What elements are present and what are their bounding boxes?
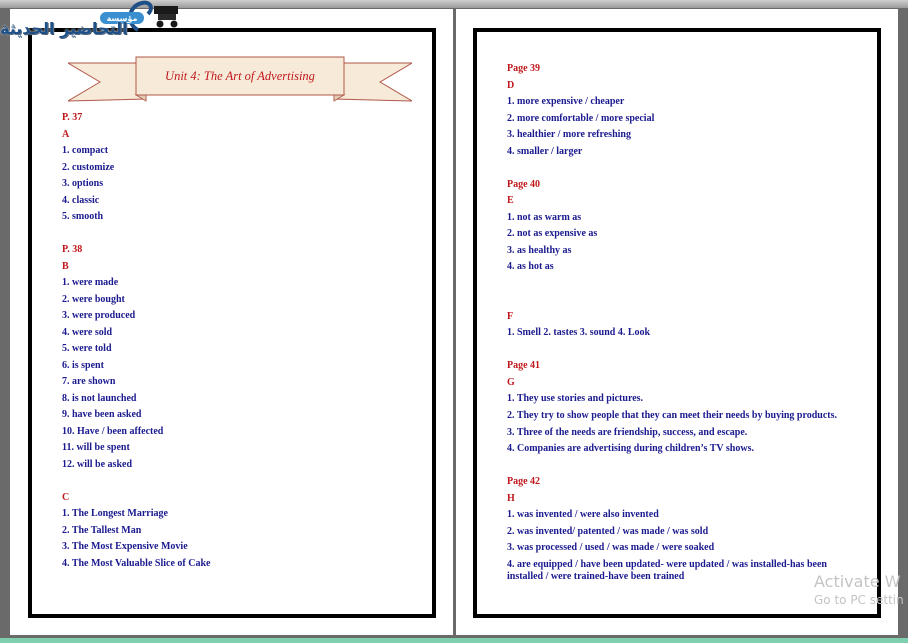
answer-list-left: [62, 110, 432, 572]
answer-item: 4. smaller / larger: [507, 145, 583, 157]
answer-item: 4. are equipped / have been updated- were updated / was installed-has been installed / were trained-have been trained: [507, 558, 827, 582]
document-page-left: [10, 9, 453, 635]
answer-item: 4. The Most Valuable Slice of Cake: [62, 557, 211, 569]
page-ref: Page 39: [507, 63, 541, 74]
page-ref: Page 40: [507, 178, 541, 190]
answer-item: 3. healthier / more refreshing: [507, 129, 631, 140]
windows-activation-watermark: [814, 572, 904, 608]
exercise-letter: H: [507, 492, 515, 504]
answer-item: 2. The Tallest Man: [62, 524, 142, 536]
exercise-letter: D: [507, 79, 515, 91]
answer-item: 2. were bought: [62, 293, 125, 305]
logo-tag: مؤسسة: [100, 12, 144, 24]
exercise-letter: C: [62, 491, 70, 503]
exercise-letter: A: [62, 128, 70, 140]
answer-list-right: [507, 61, 837, 585]
unit-title: Unit 4: The Art of Advertising: [165, 68, 315, 83]
answer-item: 1. Smell 2. tastes 3. sound 4. Look: [507, 327, 651, 338]
exercise-letter: E: [507, 195, 514, 206]
answer-item: 3. as healthy as: [507, 244, 572, 256]
answer-item: 4. classic: [62, 194, 100, 206]
answer-item: 2. not as expensive as: [507, 228, 598, 239]
answer-item: 2. more comfortable / more special: [507, 112, 655, 124]
exercise-letter: F: [507, 310, 514, 322]
answer-item: 3. Three of the needs are friendship, success, and escape.: [507, 426, 748, 438]
answer-item: 5. were told: [62, 343, 112, 354]
page-ref: Page 42: [507, 476, 541, 487]
answer-item: 3. was processed / used / was made / were soaked: [507, 542, 715, 553]
answer-item: 2. They try to show people that they can meet their needs by buying products.: [507, 409, 838, 421]
answer-item: 8. is not launched: [62, 392, 137, 404]
answer-item: 1. The Longest Marriage: [62, 508, 168, 519]
answer-item: 1. compact: [62, 145, 109, 156]
answer-item: 1. They use stories and pictures.: [507, 393, 644, 404]
answer-item: 1. was invented / were also invented: [507, 509, 659, 520]
answer-item: 12. will be asked: [62, 458, 133, 470]
answer-item: 1. were made: [62, 277, 119, 288]
answer-item: 4. were sold: [62, 326, 113, 338]
page-ref: P. 38: [62, 244, 83, 255]
answer-item: 3. were produced: [62, 310, 136, 321]
unit-title-banner: [68, 55, 412, 109]
answer-item: 4. Companies are advertising during children’s TV shows.: [507, 443, 754, 454]
exercise-letter: B: [62, 260, 69, 272]
watermark-line-1: Activate W: [814, 572, 901, 591]
answer-item: 1. more expensive / cheaper: [507, 96, 625, 107]
publisher-logo: [0, 0, 185, 42]
answer-item: 11. will be spent: [62, 442, 130, 453]
answer-item: 10. Have / been affected: [62, 425, 164, 437]
answer-item: 9. have been asked: [62, 409, 142, 420]
logo-text: التحاضير الحديثة: [0, 19, 128, 38]
taskbar-edge: [0, 638, 908, 643]
answer-item: 2. customize: [62, 161, 115, 173]
answer-item: 7. are shown: [62, 376, 116, 387]
answer-item: 4. as hot as: [507, 261, 554, 272]
answer-item: 2. was invented/ patented / was made / was sold: [507, 525, 709, 537]
watermark-line-2: Go to PC settin: [814, 593, 904, 607]
answer-item: 1. not as warm as: [507, 211, 582, 223]
page-ref: P. 37: [62, 112, 83, 123]
answer-item: 3. The Most Expensive Movie: [62, 541, 188, 552]
exercise-letter: G: [507, 376, 515, 388]
answer-item: 5. smooth: [62, 211, 104, 222]
answer-item: 3. options: [62, 178, 104, 189]
page-ref: Page 41: [507, 360, 541, 371]
answer-item: 6. is spent: [62, 359, 104, 371]
document-page-right: [456, 9, 898, 635]
